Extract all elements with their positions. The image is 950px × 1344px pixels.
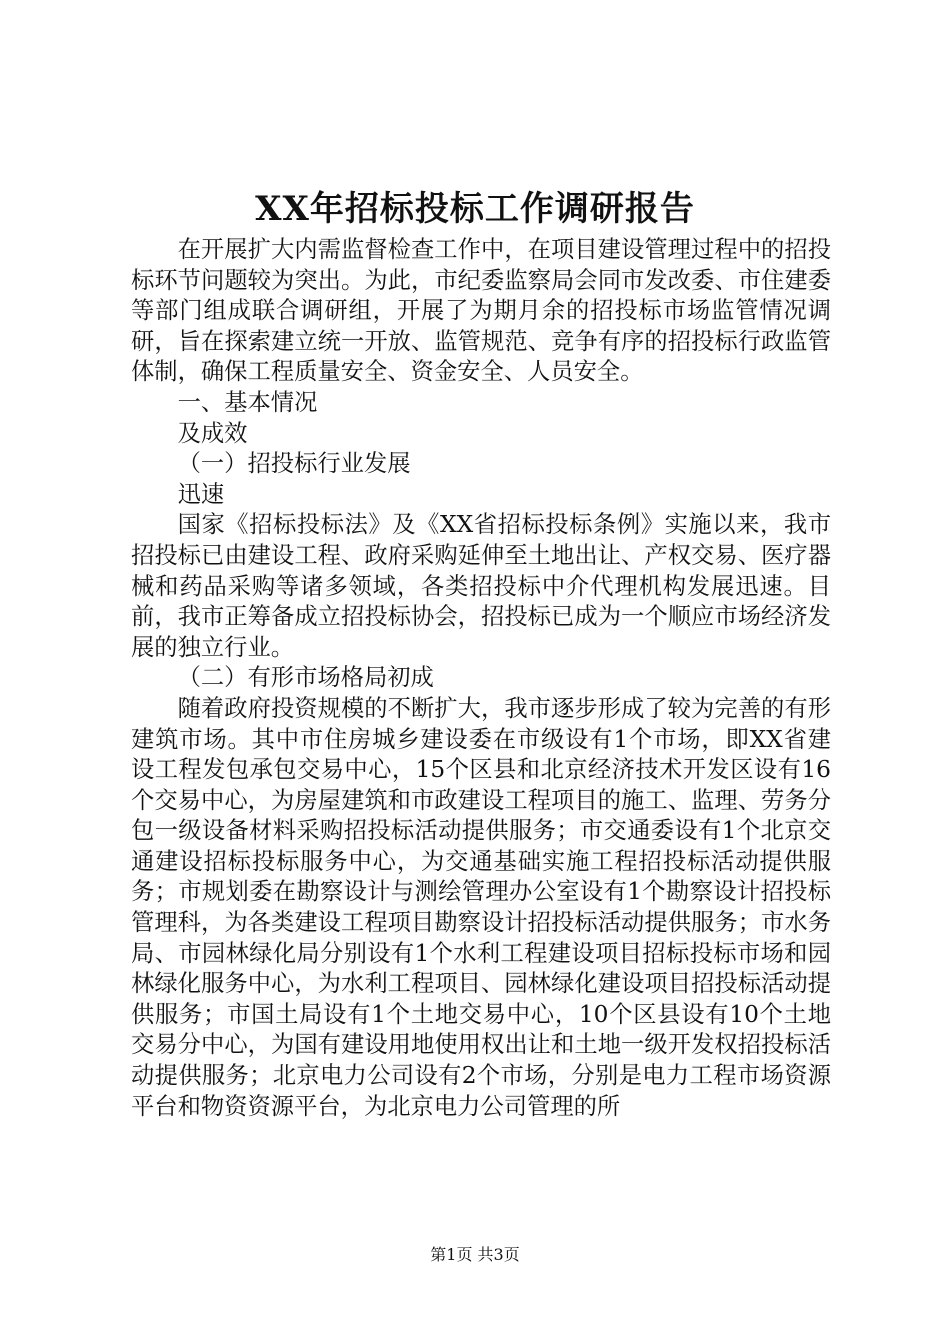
heading-basic-situation: 一、基本情况 bbox=[177, 388, 318, 416]
subheading-industry-development: （一）招投标行业发展 bbox=[177, 450, 411, 478]
paragraph-intro: 在开展扩大内需监督检查工作中，在项目建设管理过程中的招投标环节问题较为突出。为此，市纪委监察局会同市发改委、市住建委等部门组成联合调研组，开展了为期月余的招投标市场监管情况调研，旨在探索建立统一开放、监管规范、竞争有序的招投标行政监管体制，确保工程质量安全、资金安全、人员安全。 bbox=[131, 236, 831, 386]
paragraph-industry-development: 国家《招标投标法》及《XX省招标投标条例》实施以来，我市招投标已由建设工程、政府采购延伸至土地出让、产权交易、医疗器械和药品采购等诸多领域，各类招投标中介代理机构发展迅速。目前，我市正筹备成立招投标协会，招投标已成为一个顺应市场经济发展的独立行业。 bbox=[131, 511, 831, 661]
subheading-industry-development-cont: 迅速 bbox=[177, 480, 225, 508]
subheading-tangible-market: （二）有形市场格局初成 bbox=[177, 664, 434, 692]
page-footer: 第1页 共3页 bbox=[430, 1245, 520, 1264]
paragraph-tangible-market: 随着政府投资规模的不断扩大，我市逐步形成了较为完善的有形建筑市场。其中市住房城乡建设委在市级设有1个市场，即XX省建设工程发包承包交易中心，15个区县和北京经济技术开发区设有16个交易中心，为房屋建筑和市政建设工程项目的施工、监理、劳务分包一级设备材料采购招投标活动提供服务；市交通委设有1个北京交通建设招标投标服务中心，为交通基础实施工程招投标活动提供服务；市规划委在勘察设计与测绘管理办公室设有1个勘察设计招投标管理科，为各类建设工程项目勘察设计招投标活动提供服务；市水务局、市园林绿化局分别设有1个水利工程建设项目招标投标市场和园林绿化服务中心，为水利工程项目、园林绿化建设项目招投标活动提供服务；市国土局设有1个土地交易中心，10个区县设有10个土地交易分中心，为国有建设用地使用权出让和土地一级开发权招投标活动提供服务；北京电力公司设有2个市场，分别是电力工程市场资源平台和物资资源平台，为北京电力公司管理的所 bbox=[131, 694, 831, 1120]
document-title: XX年招标投标工作调研报告 bbox=[255, 189, 695, 229]
document-body bbox=[131, 235, 831, 1122]
heading-basic-situation-cont: 及成效 bbox=[177, 419, 248, 447]
